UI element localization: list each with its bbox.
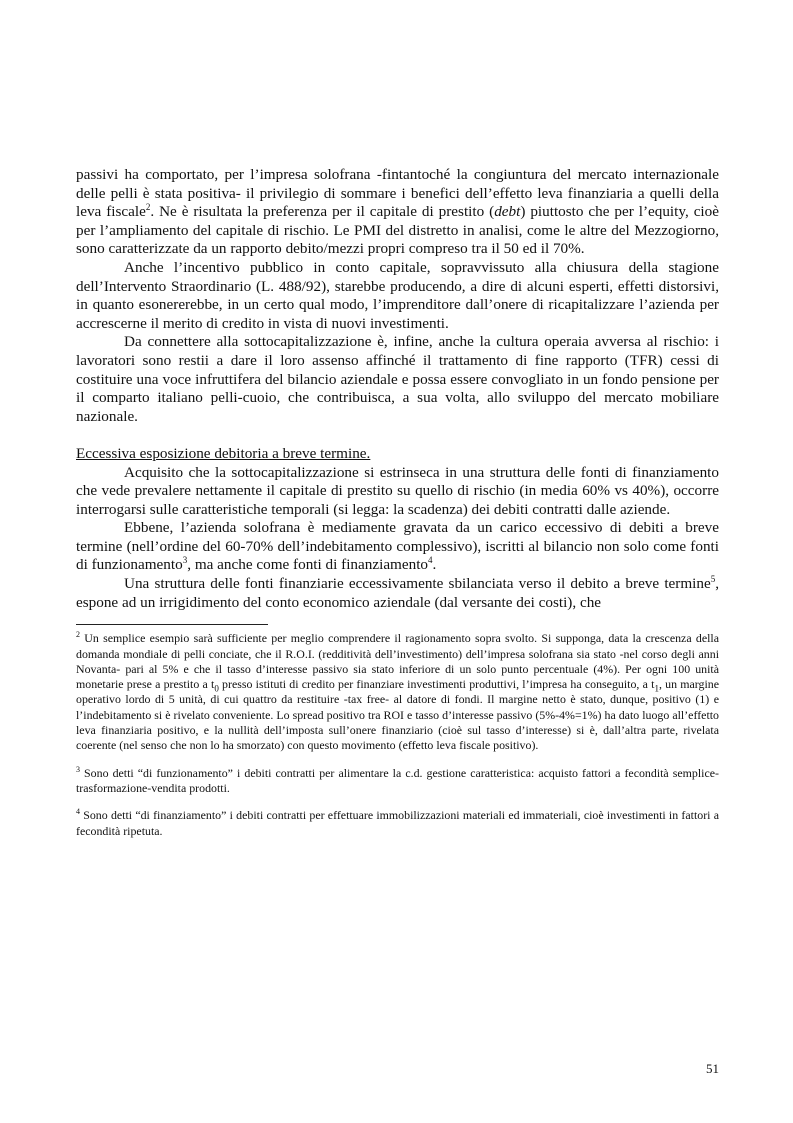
footnote-ref-2[interactable]: 2 <box>145 202 151 213</box>
document-page <box>76 166 719 851</box>
page-number: 51 <box>706 1061 719 1076</box>
footnote-4: $^4$ Sono detti “di finanziamento” i debiti contratti per effettuare immobilizzazioni materiali ed immateriali, cioè investimenti in fattori a fecondità ripetuta. <box>76 807 719 838</box>
footnote-ref-4[interactable]: 4 <box>428 555 433 566</box>
footnote-ref-5[interactable]: 5 <box>710 574 716 584</box>
footnote-mark: 3 <box>76 764 80 774</box>
section-heading: Eccessiva esposizione debitoria a breve termine. <box>76 444 371 462</box>
footnote-3: $^3$ Sono detti “di funzionamento” i debiti contratti per alimentare la c.d. gestione caratteristica: acquisto fattori a fecondità semplice-trasformazione-vendita prodotti. <box>76 764 719 795</box>
footnote-mark: 4 <box>76 807 80 817</box>
paragraph-short-term-debt: Ebbene, l’azienda solofrana è mediamente gravata da un carico eccessivo di debiti a breve termine (nell’ordine del 60-70% dell’indebitamento complessivo), iscritti al bilancio non solo come fonti di funzionamento$^3$, ma anche come fonti di finanziamento$^4$. <box>76 519 719 574</box>
paragraph-leverage: passivi ha comportato, per l’impresa solofrana -fintantoché la congiuntura del mercato internazionale delle pelli è stata positiva- il privilegio di sommare i benefici dell’effetto leva finanziaria a quelli della leva fiscale$^2$. Ne è risultata la preferenza per il capitale di prestito (debt) piuttosto che per l’equity, cioè per l’ampliamento del capitale di rischio. Le PMI del distretto in analisi, come le altre del Mezzogiorno, sono caratterizzate da un rapporto debito/mezzi propri compreso tra il 50 ed il 70%. <box>76 166 719 258</box>
paragraph-public-incentive: Anche l’incentivo pubblico in conto capitale, sopravvissuto alla chiusura della stagione dell’Intervento Straordinario (L. 488/92), starebbe producendo, a dire di alcuni esperti, effetti distorsivi, in quanto esonererebbe, in un certo qual modo, l’imprenditore dall’onere di ricapitalizzare l’azienda per accrescerne il merito di credito in vista di nuovi investimenti. <box>76 258 719 332</box>
paragraph-worker-culture: Da connettere alla sottocapitalizzazione è, infine, anche la cultura operaia avversa al rischio: i lavoratori sono restii a dare il loro assenso affinché il trattamento di fine rapporto (TFR) cessi di costituire una voce infruttifera del bilancio aziendale e possa essere convogliato in un fondo pensione per il comparto italiano pelli-cuoio, che contribuisca, a sua volta, allo sviluppo del mercato mobiliare nazionale. <box>76 333 719 425</box>
paragraph-financial-structure: Una struttura delle fonti finanziarie eccessivamente sbilanciata verso il debito a breve termine$^5$, espone ad un irrigidimento del conto economico aziendale (dal versante dei costi), che <box>76 574 719 611</box>
footnote-separator <box>76 624 268 625</box>
paragraph-undercapitalization: Acquisito che la sottocapitalizzazione si estrinseca in una struttura delle fonti di finanziamento che vede prevalere nettamente il capitale di prestito su quello di rischio (in media 60% vs 40%), occorre interrogarsi sulle caratteristiche temporali (si legga: la scadenza) dei debiti contratti dalle aziende. <box>76 463 719 518</box>
footnote-ref-3[interactable]: 3 <box>182 555 188 566</box>
footnote-mark: 2 <box>76 630 80 640</box>
footnote-2: $^2$ Un semplice esempio sarà sufficiente per meglio comprendere il ragionamento sopra svolto. Si supponga, data la crescenza della domanda mondiale di pelli conciate, che il R.O.I. (redditività dell’investimento) dell’impresa solofrana sia stato -nel corso degli anni Novanta- pari al 5% e che il tasso d’interesse passivo sia stato inferiore di un solo punto percentuale (4%). Per ogni 100 unità monetarie prese a prestito a $t_0$ presso istituti di credito per finanziare investimenti produttivi, l’impresa ha conseguito, a $t_1$, un margine operativo lordo di 5 unità, di cui quattro da restituire -tax free- al datore di fondi. Il margine netto è stato, dunque, positivo (1) e l’indebitamento si è rivelato conveniente. Lo spread positivo tra ROI e tasso d’interesse passivo (5%-4%=1%) ha dato luogo all’effetto leva finanziaria positivo, e la nullità dell’imposta sull’onere finanziario (cioè sul tasso d’interesse) si è, dall’altra parte, rivelata coerente (nel senso che non lo ha smorzato) con questo movimento (effetto leva fiscale positivo). <box>76 630 720 753</box>
